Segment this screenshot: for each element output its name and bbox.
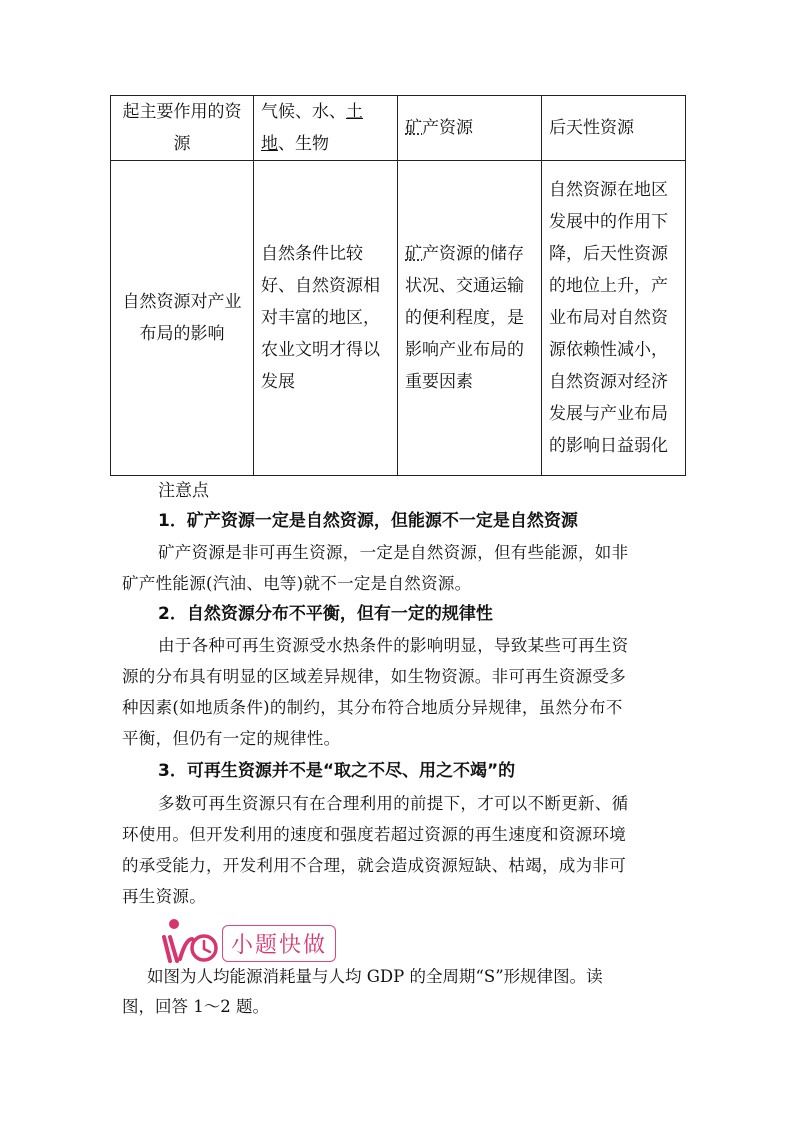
banner-label: 小题快做 — [222, 925, 336, 962]
note-heading-3: 3．可再生资源并不是“取之不尽、用之不竭”的 — [158, 761, 516, 781]
note-heading-2: 2．自然资源分布不平衡，但有一定的规律性 — [158, 604, 493, 624]
note-paragraph-3: 多数可再生资源只有在合理利用的前提下，才可以不断更新、循 环使用。但开发利用的速度和强度若超过资源的再生速度和资源环境 的承受能力，开发利用不合理，就会造成资源短缺、枯竭，成为非可 再生资源。 — [122, 794, 629, 906]
question-intro: 如图为人均能源消耗量与人均 GDP 的全周期“S”形规律图。读 图，回答 1～2 题。 — [122, 967, 603, 1016]
resource-table — [110, 95, 686, 476]
row-cell-mineral: 矿产资源的储存状况、交通运输的便利程度，是影响产业布局的重要因素 — [398, 161, 542, 476]
header-cell-natural-conditions: 气候、水、土地、生物 — [254, 96, 398, 161]
header-cell-acquired: 后天性资源 — [542, 96, 686, 161]
quick-practice-banner — [160, 915, 360, 967]
header-cell-resource: 起主要作用的资源 — [111, 96, 254, 161]
row-cell-acquired: 自然资源在地区发展中的作用下降，后天性资源的地位上升，产业布局对自然资源依赖性减小，自然资源对经济发展与产业布局的影响日益弱化 — [542, 161, 686, 476]
note-heading-1: 1．矿产资源一定是自然资源，但能源不一定是自然资源 — [158, 511, 578, 531]
header-cell-mineral: 矿产资源 — [398, 96, 542, 161]
note-paragraph-1: 矿产资源是非可再生资源，一定是自然资源，但有些能源，如非 矿产性能源(汽油、电等)就不一定是自然资源。 — [122, 543, 629, 593]
table-header-row — [111, 96, 686, 161]
notes-title: 注意点 — [158, 481, 209, 501]
row-cell-natural-conditions: 自然条件比较好、自然资源相对丰富的地区，农业文明才得以发展 — [254, 161, 398, 476]
note-paragraph-2: 由于各种可再生资源受水热条件的影响明显，导致某些可再生资 源的分布具有明显的区域差异规律，如生物资源。非可再生资源受多 种因素(如地质条件)的制约，其分布符合地质分异规律，虽然分布不 平衡，但仍有一定的规律性。 — [122, 636, 629, 748]
quick-practice-icon — [160, 915, 222, 967]
row-label-cell: 自然资源对产业布局的影响 — [111, 161, 254, 476]
table-row — [111, 161, 686, 476]
